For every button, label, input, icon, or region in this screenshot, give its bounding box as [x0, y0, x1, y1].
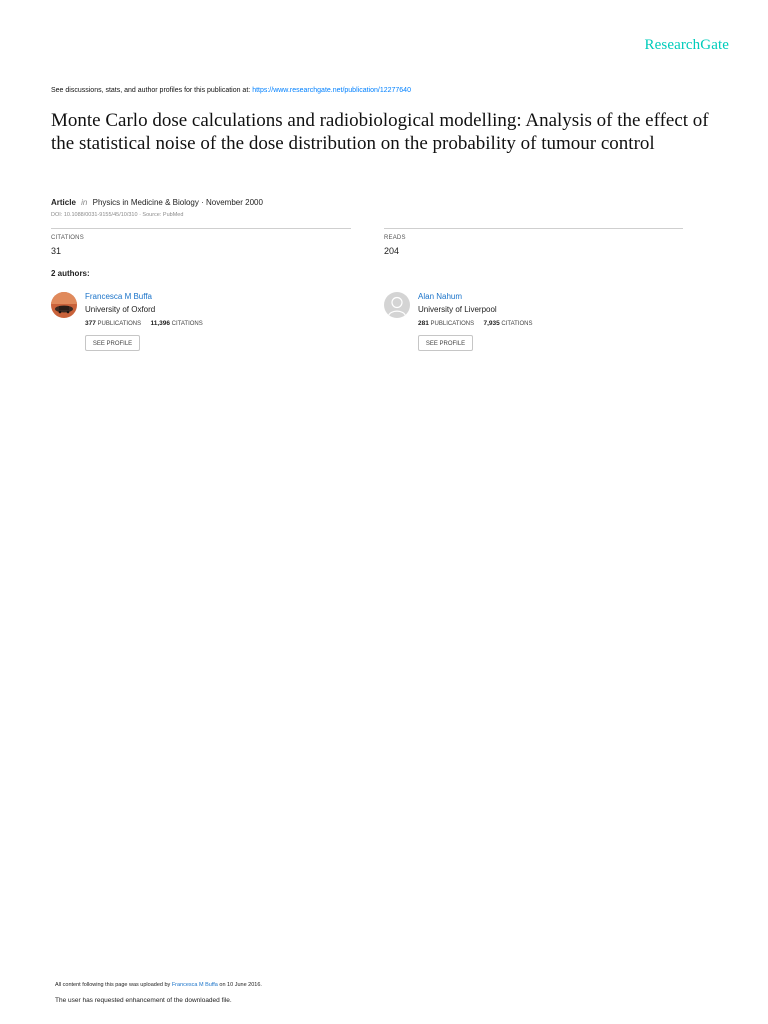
enhancement-note: The user has requested enhancement of the downloaded file. [55, 997, 232, 1004]
author-name-link[interactable]: Alan Nahum [418, 292, 463, 301]
upload-note [55, 982, 262, 988]
see-profile-button[interactable]: SEE PROFILE [418, 335, 473, 351]
publication-type: Article [51, 198, 76, 207]
citations-divider [51, 228, 351, 229]
researchgate-logo[interactable]: ResearchGate [644, 37, 729, 53]
author-publications-count: 377 [85, 320, 96, 327]
author-citations-count: 11,396 [150, 320, 170, 327]
see-profile-button[interactable]: SEE PROFILE [85, 335, 140, 351]
publication-link-line [51, 87, 411, 94]
author-publications-label: PUBLICATIONS [430, 321, 475, 327]
author-card [384, 292, 684, 354]
author-institution: University of Liverpool [418, 305, 497, 314]
author-citations-label: CITATIONS [171, 321, 203, 327]
author-publications-count: 281 [418, 320, 429, 327]
author-stats [85, 320, 203, 327]
in-word: in [81, 198, 88, 207]
discuss-prefix: See discussions, stats, and author profiles for this publication at: [51, 87, 251, 94]
author-name-link[interactable]: Francesca M Buffa [85, 292, 152, 301]
upload-prefix: All content following this page was uploaded by [55, 982, 171, 988]
citations-count: 31 [51, 246, 62, 256]
uploader-link[interactable]: Francesca M Buffa [171, 982, 218, 988]
default-avatar-icon[interactable] [384, 292, 410, 318]
reads-count: 204 [384, 246, 400, 256]
reads-label: READS [384, 235, 406, 241]
author-publications-label: PUBLICATIONS [97, 321, 142, 327]
upload-suffix: on 10 June 2016. [219, 982, 262, 988]
citations-label: CITATIONS [51, 235, 84, 241]
author-stats [418, 320, 533, 327]
profile-photo-icon[interactable] [51, 292, 77, 318]
publication-url-link[interactable]: https://www.researchgate.net/publication/12277640 [252, 87, 411, 94]
authors-heading: 2 authors: [51, 269, 90, 278]
author-citations-label: CITATIONS [501, 321, 533, 327]
doi-source: DOI: 10.1088/0031-9155/45/10/310 · Source: PubMed [51, 212, 184, 218]
publication-meta [51, 198, 263, 207]
author-citations-count: 7,935 [483, 320, 500, 327]
publication-title: Monte Carlo dose calculations and radiobiological modelling: Analysis of the effect of the statistical noise of the dose distribution on the probability of tumour control [51, 110, 709, 154]
reads-divider [384, 228, 683, 229]
author-institution: University of Oxford [85, 305, 156, 314]
author-card [51, 292, 351, 354]
journal-date: Physics in Medicine & Biology · November 2000 [92, 198, 263, 207]
